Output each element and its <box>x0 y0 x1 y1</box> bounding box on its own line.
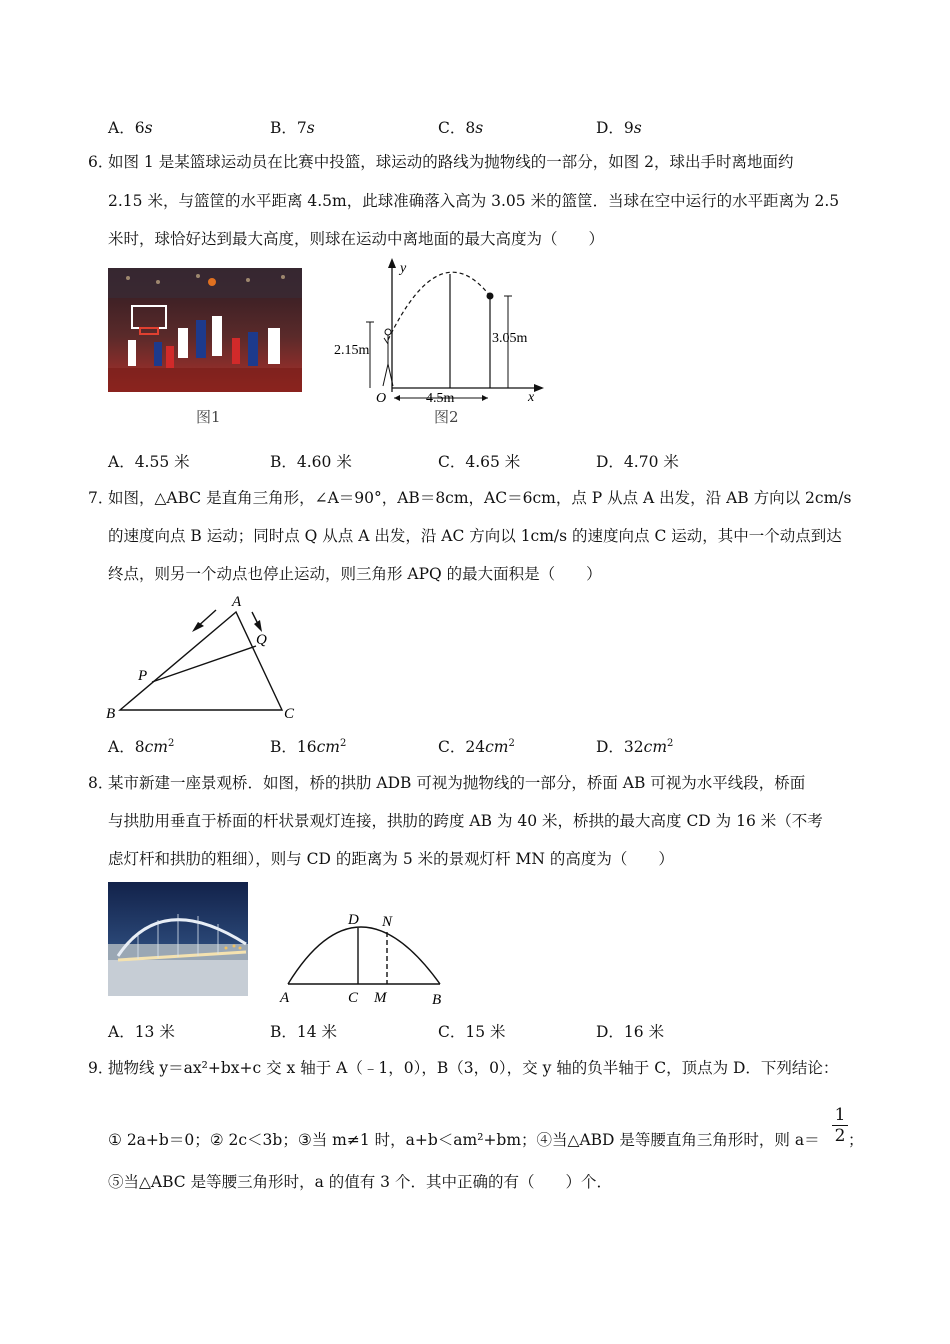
fraction-numerator: 1 <box>834 1105 846 1125</box>
q9-fraction-half <box>832 1106 848 1145</box>
q8-text-line2: 与拱肋用垂直于桥面的杆状景观灯连接，拱肋的跨度 AB 为 40 米，桥拱的最大高度 CD 为 16 米（不考 <box>108 812 823 830</box>
q6-text-line1: 如图 1 是某篮球运动员在比赛中投篮，球运动的路线为抛物线的一部分，如图 2，球出手时离地面约 <box>108 153 794 171</box>
q6-text-line2: 2.15 米，与篮筐的水平距离 4.5m，此球准确落入高为 3.05 米的篮筐．当球在空中运行的水平距离为 2.5 <box>108 192 840 210</box>
q8-text-line3: 虑灯杆和拱肋的粗细），则与 CD 的距离为 5 米的景观灯杆 MN 的高度为（ ） <box>108 850 674 868</box>
label-q: Q <box>256 632 267 648</box>
q7-text-line2: 的速度向点 B 运动；同时点 Q 从点 A 出发，沿 AC 方向以 1cm/s 的速度向点 C 运动，其中一个动点到达 <box>108 527 842 545</box>
q8-option-d[interactable]: D．16 米 <box>596 1023 665 1041</box>
q5-option-b[interactable]: B．7s <box>270 119 315 137</box>
x-axis-label: x <box>528 390 535 405</box>
q8-option-b[interactable]: B．14 米 <box>270 1023 338 1041</box>
label-d: D <box>348 912 359 928</box>
label-c: C <box>284 706 295 722</box>
distance-label: 4.5m <box>426 391 455 406</box>
label-a: A <box>280 990 290 1006</box>
label-n: N <box>382 914 393 930</box>
q6-options <box>108 452 868 474</box>
q7-number: 7． <box>88 489 114 507</box>
q6-text-line3: 米时，球恰好达到最大高度，则球在运动中离地面的最大高度为（ ） <box>108 230 605 248</box>
q7-text-line1: 如图，△ABC 是直角三角形，∠A＝90°，AB＝8cm，AC＝6cm，点 P 从点 A 出发，沿 AB 方向以 2cm/s <box>108 489 852 507</box>
label-a: A <box>232 594 242 610</box>
q8-number: 8． <box>88 774 114 792</box>
release-height-label: 2.15m <box>334 343 370 358</box>
y-axis-label: y <box>400 261 407 276</box>
q9-text-line3: ⑤当△ABC 是等腰三角形时，a 的值有 3 个．其中正确的有（ ）个． <box>108 1173 612 1191</box>
q6-option-d[interactable]: D．4.70 米 <box>596 453 679 471</box>
q7-option-b[interactable]: B．$16cm^2$ <box>270 738 347 756</box>
q7-options <box>108 737 868 759</box>
q5-option-a[interactable]: A．6s <box>108 119 153 137</box>
q9-text-line1: 抛物线 y＝ax²+bx+c 交 x 轴于 A（﹣1，0），B（3，0），交 y 轴的负半轴于 C，顶点为 D．下列结论： <box>108 1059 839 1077</box>
triangle-abc-diagram <box>104 592 304 724</box>
q9-line2-end: ； <box>848 1131 864 1149</box>
bridge-arch-diagram <box>274 908 454 1010</box>
trajectory-diagram <box>330 256 550 406</box>
q8-option-c[interactable]: C．15 米 <box>438 1023 506 1041</box>
fig2-caption: 图2 <box>434 408 459 426</box>
q8-text-line1: 某市新建一座景观桥．如图，桥的拱肋 ADB 可视为抛物线的一部分，桥面 AB 可视为水平线段，桥面 <box>108 774 806 792</box>
label-c: C <box>348 990 359 1006</box>
hoop-height-label: 3.05m <box>492 331 528 346</box>
q6-option-a[interactable]: A．4.55 米 <box>108 453 190 471</box>
label-b: B <box>432 992 442 1008</box>
bridge-photo <box>108 882 248 996</box>
fig1-caption: 图1 <box>196 408 221 426</box>
q6-number: 6． <box>88 153 114 171</box>
q7-text-line3: 终点，则另一个动点也停止运动，则三角形 APQ 的最大面积是（ ） <box>108 565 602 583</box>
q6-option-c[interactable]: C．4.65 米 <box>438 453 521 471</box>
q5-option-c[interactable]: C．8s <box>438 119 484 137</box>
q9-number: 9． <box>88 1059 114 1077</box>
q7-option-c[interactable]: C．$24cm^2$ <box>438 738 515 756</box>
fraction-denominator: 2 <box>834 1126 846 1146</box>
q8-options <box>108 1022 868 1044</box>
q9-text-line2: ① 2a+b＝0；② 2c＜3b；③当 m≠1 时，a+b＜am²+bm；④当△ABD 是等腰直角三角形时，则 a＝ <box>108 1131 820 1149</box>
q5-option-d[interactable]: D．9s <box>596 119 642 137</box>
origin-label: O <box>376 391 387 406</box>
q6-option-b[interactable]: B．4.60 米 <box>270 453 352 471</box>
q8-option-a[interactable]: A．13 米 <box>108 1023 175 1041</box>
basketball-photo <box>108 268 302 392</box>
label-m: M <box>374 990 387 1006</box>
q5-options <box>108 118 868 140</box>
q7-option-d[interactable]: D．$32cm^2$ <box>596 738 674 756</box>
label-p: P <box>138 668 148 684</box>
q7-option-a[interactable]: A．$8cm^2$ <box>108 738 175 756</box>
label-b: B <box>106 706 116 722</box>
